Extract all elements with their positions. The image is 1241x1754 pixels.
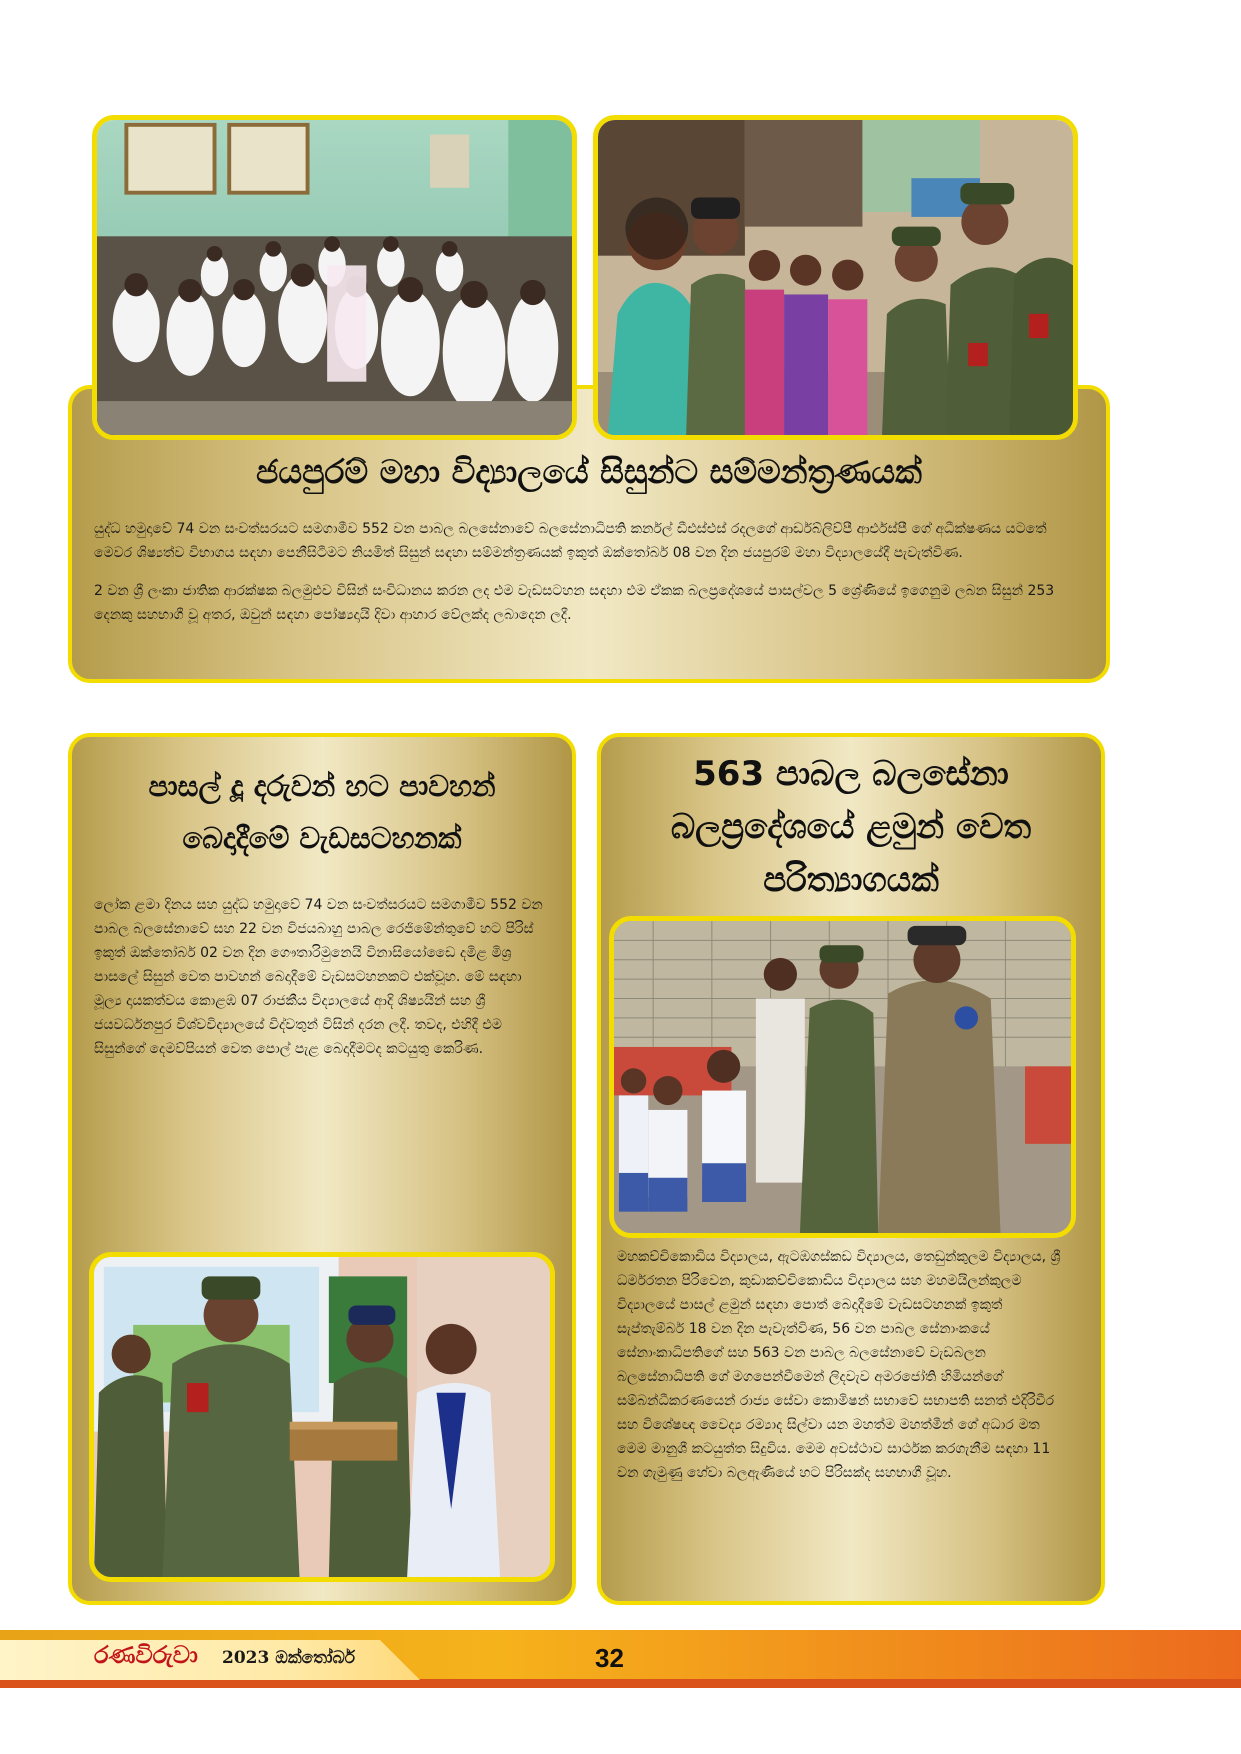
article3-photo-books <box>609 916 1076 1238</box>
article2-photo-handover <box>89 1252 555 1582</box>
article1-photo-classroom <box>92 115 577 440</box>
magazine-edition: 2023 ඔක්තෝබර් <box>222 1648 356 1668</box>
classroom-photo-image <box>97 120 572 435</box>
books-photo-image <box>614 921 1071 1233</box>
page-number: 32 <box>595 1643 624 1673</box>
article2-paragraph: ලෝක ළමා දිනය සහ යුද්ධ හමුදාවේ 74 වන සංවත්සරයට සමගාමීව 552 වන පාබල බලසේනාවේ සහ 22 වන විජයබාහු පාබල රෙජිමේන්තුවේ හට පිරිස් ඉකුත් ඔක්තෝබර් 02 වන දින ගෞතාරිමුනෙයි විනාසියෝඩෛ දමිළ මිශ්‍ර පාසලේ සිසුන් වෙත පාවහන් බෙදාදීමේ වැඩසටහනකට එක්වූහ. මේ සඳහා මූල්‍ය දායකත්වය කොළඹ 07 රාජකීය විද්‍යාලයේ ආදි ශිෂ්‍යයින් සහ ශ්‍රී ජයවර්ධනපුර විශ්වවිද්‍යාලයේ විද්වතුන් විසින් දරන ලදී. තවද, එහිදී එම සිසුන්ගේ දෙමව්පියන් වෙත පොල් පැළ බෙදාදීමටද කටයුතු කෙරිණ. <box>94 897 543 1057</box>
article3-title-line-3: පරිත්‍යාගයක් <box>763 860 939 900</box>
article2-title-line-1: පාසල් දූ දරුවන් හට පාවහන් <box>148 769 496 803</box>
article3-title-line-2: බලප්‍රදේශයේ ළමුන් වෙත <box>670 807 1032 847</box>
article3-title-line-1: 563 පාබල බලසේනා <box>693 754 1009 794</box>
footer-label-banner <box>0 1640 420 1680</box>
article1-paragraph-2: 2 වන ශ්‍රී ලංකා ජාතික ආරක්ෂක බලමුළුව විසින් සංවිධානය කරන ලද එම වැඩසටහන සඳහා එම ඒකක බලප්‍රදේශයේ පාසල්වල 5 ශ්‍රේණියේ ඉගෙනුම ලබන සිසුන් 253 දෙනකු සහභාගී වූ අතර, ඔවුන් සඳහා පෝෂ්‍යදායි දිවා ආහාර වේලක්ද ලබාදෙන ලදී. <box>94 583 1055 623</box>
article2-body <box>94 893 546 1075</box>
article2-title-line-2: බෙදාදීමේ වැඩසටහනක් <box>182 821 462 855</box>
officers-photo-image <box>598 120 1073 435</box>
article1-title: ජයපුරම් මහා විද්‍යාලයේ සිසුන්ට සම්මන්ත්‍රණයක් <box>256 452 922 491</box>
footer-stripe <box>0 1679 1241 1688</box>
article3-paragraph: මහකච්චිකොඩිය විද්‍යාලය, ඇටඹගස්කඩ විද්‍යාලය, තෙඩුන්කුලම විද්‍යාලය, ශ්‍රී ධර්මරතන පිරිවෙන, කුඩාකච්චිකොඩිය විද්‍යාලය සහ මහමයිලන්කුලම විද්‍යාලයේ පාසල් ළමුන් සඳහා පොත් බෙදාදීමේ වැඩසටහනක් ඉකුත් සැප්තැම්බර් 18 වන දින පැවැත්විණ, 56 වන පාබල සේනාංකයේ සේනාංකාධිපතිගේ සහ 563 වන පාබල බලසේනාවේ වැඩබලන බලසේනාධිපති ගේ මගපෙන්වීමෙන් ලිදවැව අමරජෝති හිමියන්ගේ සම්බන්ධීකරණයෙන් රාජ්‍ය සේවා කොමිෂන් සභාවේ සභාපති සනත් එදිරිවීර සහ විශේෂඥ වෛද්‍ය රම්‍යාද සිල්වා යන මහත්ම මහත්මීන් ගේ අධාර මත මෙම මානුශී කටයුත්ත සිදුවිය. මෙම අවස්ථාව සාර්ථක කරගැනීම සඳහා 11 වන ගැමුණු හේවා බලඇණියේ හට පිරිසක්ද සහභාගී වූහ. <box>617 1249 1061 1481</box>
article3-body <box>617 1245 1072 1499</box>
article1-body <box>94 517 1084 641</box>
article3-title <box>605 748 1097 907</box>
article2-title <box>80 760 564 864</box>
handover-photo-image <box>94 1257 550 1577</box>
article1-paragraph-1: යුද්ධ හමුදාවේ 74 වන සංවත්සරයට සමගාමීව 552 වන පාබල බලසේනාවේ බලසේනාධිපති කර්නල් ඩීඑස්එස් රදලගේ ආර්ඩබ්ලිව්පී ආර්එස්පී ගේ අධීක්ෂණය යටතේ මෙවර ශිෂ්‍යත්ව විභාගය සඳහා පෙනීසිටීමට නියමිත් සිසුන් සඳහා සම්මන්ත්‍රණයක් ඉකුත් ඔක්තෝබර් 08 වන දින ජයපුරම් මහා විද්‍යාලයේදී පැවැත්විණ. <box>94 521 1047 561</box>
article1-photo-officers <box>593 115 1078 440</box>
magazine-brand: රණවිරුවා <box>94 1641 198 1669</box>
